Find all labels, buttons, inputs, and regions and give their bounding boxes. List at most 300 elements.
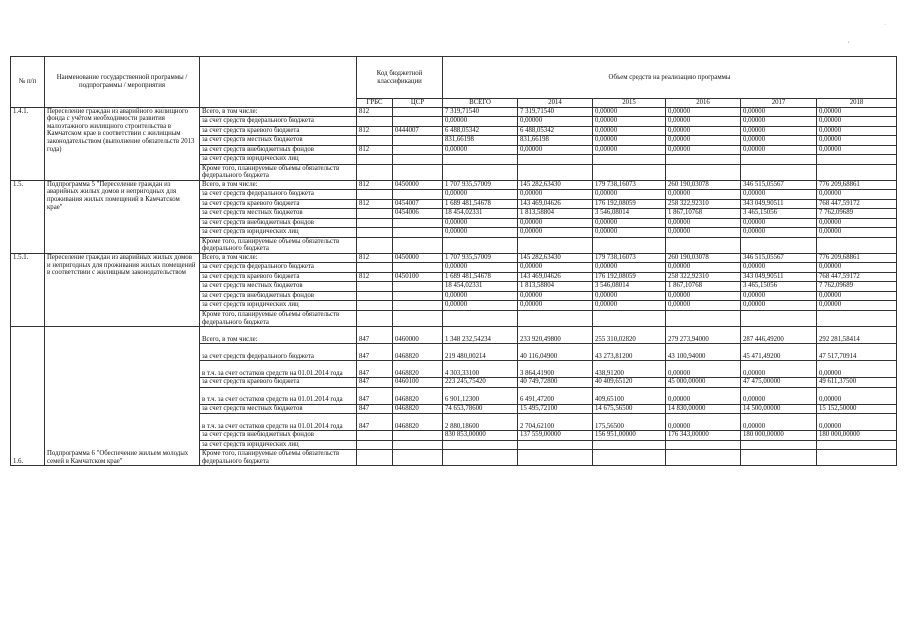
amount-2016 [666, 164, 741, 180]
amount-total: 223 245,75420 [443, 378, 518, 388]
amount-total [443, 440, 518, 450]
funding-source-label: за счет средств краевого бюджета [200, 272, 357, 282]
amount-2015: 3 546,08014 [593, 282, 666, 292]
table-row [11, 327, 897, 344]
amount-2014: 6 488,05342 [518, 126, 593, 136]
amount-2017 [741, 237, 817, 253]
funding-source-label: Всего, в том числе: [200, 327, 357, 344]
amount-total: 0,00000 [443, 228, 518, 238]
amount-2017 [741, 310, 817, 326]
program-title: Переселение граждан из аварийного жилищного фонда с учётом необходимости развития малоэтажного жилищного строительства в Камчатском крае в соответствии с жилищным законодательством (выполнение обязательств 2013 года) [45, 107, 200, 180]
funding-source-label: за счет средств федерального бюджета [200, 117, 357, 127]
csr-code: 0468820 [393, 387, 443, 404]
amount-2018: 0,00000 [817, 126, 897, 136]
grbs-code: 812 [357, 272, 393, 282]
amount-2014: 7 319,71540 [518, 107, 593, 117]
amount-2014: 0,00000 [518, 190, 593, 200]
amount-2016: 0,00000 [666, 107, 741, 117]
amount-2016: 45 000,00000 [666, 378, 741, 388]
amount-2017: 0,00000 [741, 218, 817, 228]
amount-2016 [666, 237, 741, 253]
amount-2015: 156 951,00000 [593, 431, 666, 441]
header-code: Код бюджетной классификации [357, 57, 443, 99]
amount-2015: 179 738,16073 [593, 253, 666, 263]
grbs-code [357, 228, 393, 238]
funding-source-label: за счет средств федерального бюджета [200, 263, 357, 273]
amount-2014: 6 491,47200 [518, 387, 593, 404]
amount-total: 830 853,00000 [443, 431, 518, 441]
amount-2017: 0,00000 [741, 136, 817, 146]
amount-2018: 0,00000 [817, 218, 897, 228]
amount-2014: 0,00000 [518, 145, 593, 155]
amount-2017: 0,00000 [741, 190, 817, 200]
funding-source-label: за счет средств федерального бюджета [200, 344, 357, 361]
amount-2015: 0,00000 [593, 136, 666, 146]
amount-2014 [518, 164, 593, 180]
csr-code: 0450100 [393, 272, 443, 282]
funding-source-label: за счет средств юридических лиц [200, 228, 357, 238]
csr-code [393, 263, 443, 273]
amount-2015: 255 310,02820 [593, 327, 666, 344]
csr-code [393, 237, 443, 253]
amount-2015: 0,00000 [593, 190, 666, 200]
amount-total: 0,00000 [443, 218, 518, 228]
grbs-code [357, 237, 393, 253]
amount-2017 [741, 164, 817, 180]
csr-code: 0454007 [393, 199, 443, 209]
amount-2015 [593, 164, 666, 180]
amount-total: 219 480,00214 [443, 344, 518, 361]
scan-mark: , [848, 38, 850, 44]
amount-2014: 233 920,49800 [518, 327, 593, 344]
amount-2015: 0,00000 [593, 228, 666, 238]
amount-2018: 292 281,58414 [817, 327, 897, 344]
amount-total: 1 689 481,54678 [443, 199, 518, 209]
table-row [11, 180, 897, 190]
header-year-2017: 2017 [741, 99, 817, 108]
amount-total: 18 454,02331 [443, 282, 518, 292]
amount-2018 [817, 310, 897, 326]
amount-2018: 0,00000 [817, 361, 897, 378]
program-title: Переселение граждан из аварийных жилых домов и непригодных для проживания жилых помещений в соответствии с жилищным законодательством [45, 253, 200, 326]
grbs-code [357, 310, 393, 326]
header-year-2018: 2018 [817, 99, 897, 108]
amount-2016 [666, 440, 741, 450]
amount-2014: 2 704,62100 [518, 414, 593, 431]
amount-2017: 3 465,15056 [741, 282, 817, 292]
csr-code [393, 440, 443, 450]
scan-mark: · [884, 22, 886, 28]
amount-total: 6 901,12300 [443, 387, 518, 404]
grbs-code: 847 [357, 327, 393, 344]
grbs-code [357, 136, 393, 146]
funding-source-label: Кроме того, планируемые объемы обязательств федерального бюджета [200, 310, 357, 326]
header-name: Наименование государственной программы / подпрограммы / мероприятия [45, 57, 200, 108]
amount-2016: 258 322,92310 [666, 199, 741, 209]
amount-2016: 0,00000 [666, 136, 741, 146]
amount-2018: 768 447,59172 [817, 199, 897, 209]
amount-2014: 0,00000 [518, 301, 593, 311]
amount-2015: 0,00000 [593, 145, 666, 155]
amount-2018: 0,00000 [817, 228, 897, 238]
amount-total: 0,00000 [443, 263, 518, 273]
grbs-code [357, 209, 393, 219]
amount-2014 [518, 310, 593, 326]
amount-2017: 14 500,00000 [741, 404, 817, 414]
grbs-code [357, 117, 393, 127]
amount-2017: 0,00000 [741, 228, 817, 238]
amount-2017: 3 465,15056 [741, 209, 817, 219]
grbs-code: 812 [357, 199, 393, 209]
amount-2018 [817, 440, 897, 450]
amount-2018: 180 000,00000 [817, 431, 897, 441]
table-row [11, 107, 897, 117]
amount-2016: 0,00000 [666, 263, 741, 273]
amount-total: 1 689 481,54678 [443, 272, 518, 282]
amount-2018: 7 762,09689 [817, 209, 897, 219]
amount-2018: 776 209,68861 [817, 180, 897, 190]
grbs-code: 847 [357, 387, 393, 404]
amount-2017: 0,00000 [741, 126, 817, 136]
grbs-code: 812 [357, 126, 393, 136]
amount-2016 [666, 450, 741, 466]
amount-2014: 1 813,58804 [518, 282, 593, 292]
header-blank [200, 57, 357, 108]
amount-2018: 0,00000 [817, 301, 897, 311]
amount-2017: 0,00000 [741, 107, 817, 117]
amount-total [443, 155, 518, 165]
funding-source-label: за счет средств внебюджетных фондов [200, 291, 357, 301]
amount-2014: 145 282,63430 [518, 180, 593, 190]
funding-source-label: Кроме того, планируемые объемы обязательств федерального бюджета [200, 164, 357, 180]
grbs-code: 812 [357, 180, 393, 190]
header-volume: Объем средств на реализацию программы [443, 57, 897, 99]
amount-2014: 831,66198 [518, 136, 593, 146]
amount-2015: 14 675,56500 [593, 404, 666, 414]
amount-2018: 0,00000 [817, 145, 897, 155]
csr-code: 0468820 [393, 404, 443, 414]
amount-2016: 0,00000 [666, 361, 741, 378]
amount-2014: 0,00000 [518, 117, 593, 127]
amount-2016: 0,00000 [666, 291, 741, 301]
amount-2018: 0,00000 [817, 291, 897, 301]
amount-2017: 47 475,00000 [741, 378, 817, 388]
amount-total: 1 348 232,54234 [443, 327, 518, 344]
funding-source-label: Всего, в том числе: [200, 180, 357, 190]
header-total: ВСЕГО [443, 99, 518, 108]
amount-2018: 15 152,50000 [817, 404, 897, 414]
csr-code [393, 431, 443, 441]
amount-2018: 0,00000 [817, 263, 897, 273]
csr-code [393, 107, 443, 117]
csr-code [393, 155, 443, 165]
funding-source-label: за счет средств внебюджетных фондов [200, 431, 357, 441]
csr-code [393, 282, 443, 292]
csr-code [393, 117, 443, 127]
amount-2018 [817, 237, 897, 253]
amount-2015: 179 738,16073 [593, 180, 666, 190]
amount-2018: 768 447,59172 [817, 272, 897, 282]
csr-code [393, 301, 443, 311]
amount-total: 0,00000 [443, 117, 518, 127]
funding-source-label: за счет средств краевого бюджета [200, 378, 357, 388]
amount-2016: 0,00000 [666, 387, 741, 404]
amount-2016: 0,00000 [666, 145, 741, 155]
amount-2014 [518, 450, 593, 466]
header-grbs: ГРБС [357, 99, 393, 108]
amount-2017: 0,00000 [741, 387, 817, 404]
csr-code [393, 136, 443, 146]
amount-total: 2 880,18600 [443, 414, 518, 431]
amount-2015: 0,00000 [593, 291, 666, 301]
program-title: Подпрограмма 6 "Обеспечение жильем молодых семей в Камчатском крае" [45, 327, 200, 466]
funding-source-label: за счет средств внебюджетных фондов [200, 145, 357, 155]
amount-2014: 143 469,04626 [518, 272, 593, 282]
grbs-code: 847 [357, 361, 393, 378]
amount-total: 0,00000 [443, 301, 518, 311]
grbs-code [357, 291, 393, 301]
amount-total: 0,00000 [443, 145, 518, 155]
amount-2017 [741, 155, 817, 165]
header-year-2016: 2016 [666, 99, 741, 108]
csr-code: 0468820 [393, 361, 443, 378]
amount-2014: 1 813,58804 [518, 209, 593, 219]
grbs-code [357, 190, 393, 200]
funding-source-label: за счет средств местных бюджетов [200, 282, 357, 292]
funding-source-label: в т.ч. за счет остатков средств на 01.01.2014 года [200, 361, 357, 378]
amount-2016: 0,00000 [666, 190, 741, 200]
amount-2018: 49 611,37500 [817, 378, 897, 388]
funding-source-label: за счет средств краевого бюджета [200, 126, 357, 136]
amount-2016: 260 190,03078 [666, 253, 741, 263]
amount-2018: 0,00000 [817, 136, 897, 146]
amount-2015: 0,00000 [593, 263, 666, 273]
table-body [11, 107, 897, 466]
amount-2017: 346 515,05567 [741, 180, 817, 190]
funding-source-label: за счет средств местных бюджетов [200, 404, 357, 414]
amount-total [443, 310, 518, 326]
amount-2015: 40 409,65120 [593, 378, 666, 388]
amount-2016: 176 343,00000 [666, 431, 741, 441]
funding-source-label: в т.ч. за счет остатков средств на 01.01.2014 года [200, 414, 357, 431]
amount-total: 0,00000 [443, 190, 518, 200]
amount-2015: 0,00000 [593, 126, 666, 136]
amount-2018 [817, 155, 897, 165]
amount-total [443, 164, 518, 180]
grbs-code: 847 [357, 404, 393, 414]
csr-code: 0468820 [393, 414, 443, 431]
header-year-2015: 2015 [593, 99, 666, 108]
funding-source-label: Кроме того, планируемые объемы обязательств федерального бюджета [200, 237, 357, 253]
amount-2017: 287 446,49200 [741, 327, 817, 344]
funding-source-label: за счет средств местных бюджетов [200, 136, 357, 146]
amount-2018: 0,00000 [817, 190, 897, 200]
row-number: 1.4.1. [11, 107, 45, 180]
funding-source-label: Всего, в том числе: [200, 253, 357, 263]
amount-2015: 176 192,08059 [593, 199, 666, 209]
amount-2015: 176 192,08059 [593, 272, 666, 282]
csr-code: 0460100 [393, 378, 443, 388]
grbs-code: 847 [357, 378, 393, 388]
grbs-code [357, 282, 393, 292]
csr-code [393, 310, 443, 326]
amount-2017: 0,00000 [741, 145, 817, 155]
amount-2017: 45 471,49200 [741, 344, 817, 361]
amount-2014 [518, 237, 593, 253]
csr-code: 0468820 [393, 344, 443, 361]
amount-2017: 180 000,00000 [741, 431, 817, 441]
amount-2017: 0,00000 [741, 291, 817, 301]
amount-2016: 1 867,10768 [666, 282, 741, 292]
csr-code: 0454006 [393, 209, 443, 219]
funding-source-label: Кроме того, планируемые объемы обязательств федерального бюджета [200, 450, 357, 466]
grbs-code: 812 [357, 145, 393, 155]
funding-source-label: за счет средств краевого бюджета [200, 199, 357, 209]
funding-source-label: за счет средств юридических лиц [200, 301, 357, 311]
amount-2014 [518, 155, 593, 165]
amount-2016: 1 867,10768 [666, 209, 741, 219]
header-num: № п/п [11, 57, 45, 108]
amount-2015: 0,00000 [593, 218, 666, 228]
csr-code [393, 164, 443, 180]
amount-total [443, 450, 518, 466]
amount-2018: 7 762,09689 [817, 282, 897, 292]
table-row [11, 253, 897, 263]
amount-total: 831,66198 [443, 136, 518, 146]
funding-source-label: за счет средств внебюджетных фондов [200, 218, 357, 228]
amount-total [443, 237, 518, 253]
amount-2015 [593, 155, 666, 165]
csr-code: 0444007 [393, 126, 443, 136]
amount-2015 [593, 440, 666, 450]
amount-2017: 0,00000 [741, 117, 817, 127]
amount-2016 [666, 155, 741, 165]
amount-2016: 0,00000 [666, 414, 741, 431]
amount-total: 1 707 935,57009 [443, 180, 518, 190]
amount-2014: 15 495,72100 [518, 404, 593, 414]
amount-2018: 0,00000 [817, 387, 897, 404]
amount-2015 [593, 237, 666, 253]
row-number: 1.5.1. [11, 253, 45, 326]
amount-2015: 175,56500 [593, 414, 666, 431]
amount-2014: 143 469,04626 [518, 199, 593, 209]
row-number: 1.5. [11, 180, 45, 253]
csr-code [393, 190, 443, 200]
amount-total: 6 488,05342 [443, 126, 518, 136]
amount-2015: 409,65100 [593, 387, 666, 404]
amount-2018: 776 209,68861 [817, 253, 897, 263]
amount-2015: 0,00000 [593, 107, 666, 117]
csr-code: 0450000 [393, 180, 443, 190]
amount-2017: 0,00000 [741, 301, 817, 311]
header-year-2014: 2014 [518, 99, 593, 108]
amount-2017 [741, 440, 817, 450]
csr-code: 0460000 [393, 327, 443, 344]
grbs-code [357, 263, 393, 273]
amount-2016: 0,00000 [666, 218, 741, 228]
funding-source-label: за счет средств федерального бюджета [200, 190, 357, 200]
csr-code [393, 228, 443, 238]
amount-total: 18 454,02331 [443, 209, 518, 219]
amount-total: 1 707 935,57009 [443, 253, 518, 263]
amount-2014: 40 116,04900 [518, 344, 593, 361]
amount-2018: 0,00000 [817, 107, 897, 117]
amount-2016: 0,00000 [666, 126, 741, 136]
amount-2016: 279 273,94000 [666, 327, 741, 344]
amount-2015: 0,00000 [593, 117, 666, 127]
amount-2016: 0,00000 [666, 117, 741, 127]
grbs-code [357, 431, 393, 441]
amount-2017: 343 049,90511 [741, 199, 817, 209]
grbs-code [357, 164, 393, 180]
csr-code [393, 291, 443, 301]
program-title: Подпрограмма 5 "Переселение граждан из аварийных жилых домов и непригодных для проживания жилых помещений в Камчатском крае" [45, 180, 200, 253]
amount-2018: 0,00000 [817, 117, 897, 127]
csr-code [393, 450, 443, 466]
amount-total: 4 303,33100 [443, 361, 518, 378]
grbs-code: 847 [357, 414, 393, 431]
grbs-code: 847 [357, 344, 393, 361]
grbs-code [357, 218, 393, 228]
csr-code [393, 145, 443, 155]
amount-total: 74 653,78600 [443, 404, 518, 414]
funding-source-label: в т.ч. за счет остатков средств на 01.01.2014 года [200, 387, 357, 404]
amount-2017: 0,00000 [741, 361, 817, 378]
amount-2014: 0,00000 [518, 218, 593, 228]
amount-2018 [817, 164, 897, 180]
amount-2015: 0,00000 [593, 301, 666, 311]
grbs-code [357, 155, 393, 165]
amount-total: 7 319,71540 [443, 107, 518, 117]
funding-source-label: за счет средств юридических лиц [200, 440, 357, 450]
funding-source-label: Всего, в том числе: [200, 107, 357, 117]
amount-2018 [817, 450, 897, 466]
amount-2018: 47 517,70914 [817, 344, 897, 361]
amount-2016: 0,00000 [666, 228, 741, 238]
amount-2015 [593, 450, 666, 466]
amount-2015: 43 273,81200 [593, 344, 666, 361]
amount-2017: 0,00000 [741, 263, 817, 273]
budget-table-sheet [10, 56, 896, 466]
amount-2017: 343 049,90511 [741, 272, 817, 282]
amount-2016: 0,00000 [666, 301, 741, 311]
amount-2014: 40 749,72800 [518, 378, 593, 388]
grbs-code: 812 [357, 253, 393, 263]
amount-2014: 0,00000 [518, 228, 593, 238]
header-csr: ЦСР [393, 99, 443, 108]
amount-2015: 3 546,08014 [593, 209, 666, 219]
grbs-code: 812 [357, 107, 393, 117]
amount-2017: 0,00000 [741, 414, 817, 431]
funding-source-label: за счет средств юридических лиц [200, 155, 357, 165]
row-number: 1.6. [11, 327, 45, 466]
amount-2014: 145 282,63430 [518, 253, 593, 263]
amount-2016 [666, 310, 741, 326]
grbs-code [357, 440, 393, 450]
funding-source-label: за счет средств местных бюджетов [200, 209, 357, 219]
amount-2017 [741, 450, 817, 466]
amount-2015: 438,91200 [593, 361, 666, 378]
amount-2014: 0,00000 [518, 291, 593, 301]
amount-2017: 346 515,05567 [741, 253, 817, 263]
amount-2016: 43 100,94000 [666, 344, 741, 361]
budget-table [10, 56, 897, 466]
amount-2014: 3 864,41900 [518, 361, 593, 378]
amount-2014: 0,00000 [518, 263, 593, 273]
amount-2016: 258 322,92310 [666, 272, 741, 282]
amount-total: 0,00000 [443, 291, 518, 301]
csr-code: 0450000 [393, 253, 443, 263]
